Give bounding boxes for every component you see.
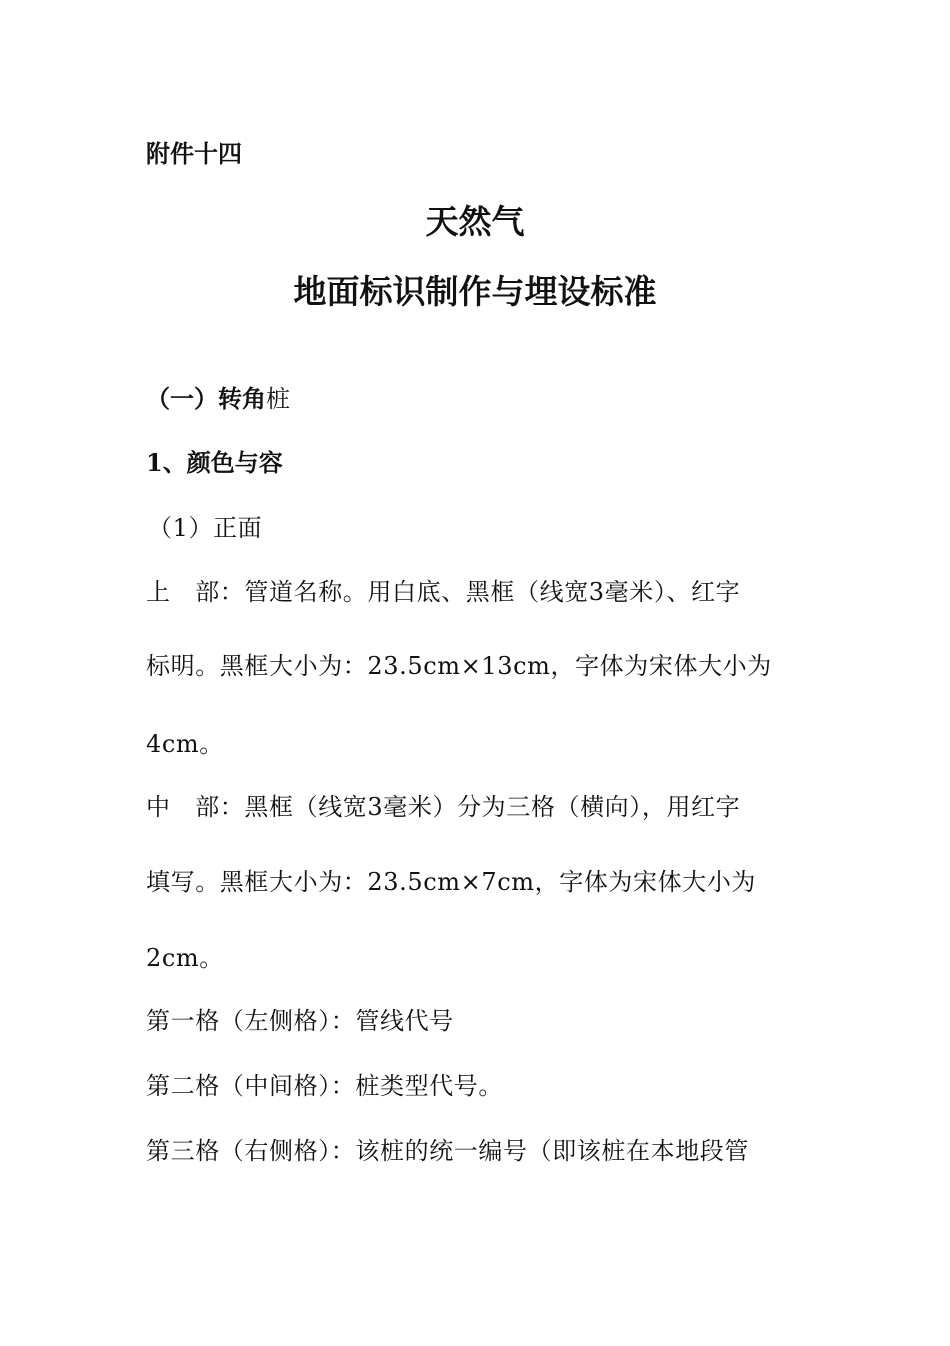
paragraph-line: 中 部：黑框（线宽3毫米）分为三格（横向），用红字 [146, 793, 741, 821]
paragraph-line: 第三格（右侧格）：该桩的统一编号（即该桩在本地段管 [146, 1137, 749, 1165]
paragraph-line: 填写。黑框大小为：23.5cm×7cm，字体为宋体大小为 [146, 868, 757, 896]
section-heading-normal-part: 桩 [266, 385, 290, 413]
section-heading-bold-part: （一）转角 [146, 384, 266, 413]
section-heading [146, 379, 290, 414]
paragraph-line: 第一格（左侧格）：管线代号 [146, 1007, 454, 1035]
paragraph-line: 4cm。 [146, 730, 224, 758]
paragraph-line: 标明。黑框大小为：23.5cm×13cm，字体为宋体大小为 [146, 652, 772, 680]
subheading: 1、颜色与容 [146, 448, 283, 477]
paragraph-line: 第二格（中间格）：桩类型代号。 [146, 1072, 503, 1100]
document-title-line2: 地面标识制作与埋设标准 [293, 272, 657, 311]
paragraph-line: 上 部：管道名称。用白底、黑框（线宽3毫米）、红字 [146, 578, 741, 606]
document-title-line1: 天然气 [425, 202, 525, 241]
attachment-label: 附件十四 [146, 139, 242, 168]
paragraph-line: （1）正面 [148, 514, 263, 542]
paragraph-line: 2cm。 [146, 944, 224, 972]
